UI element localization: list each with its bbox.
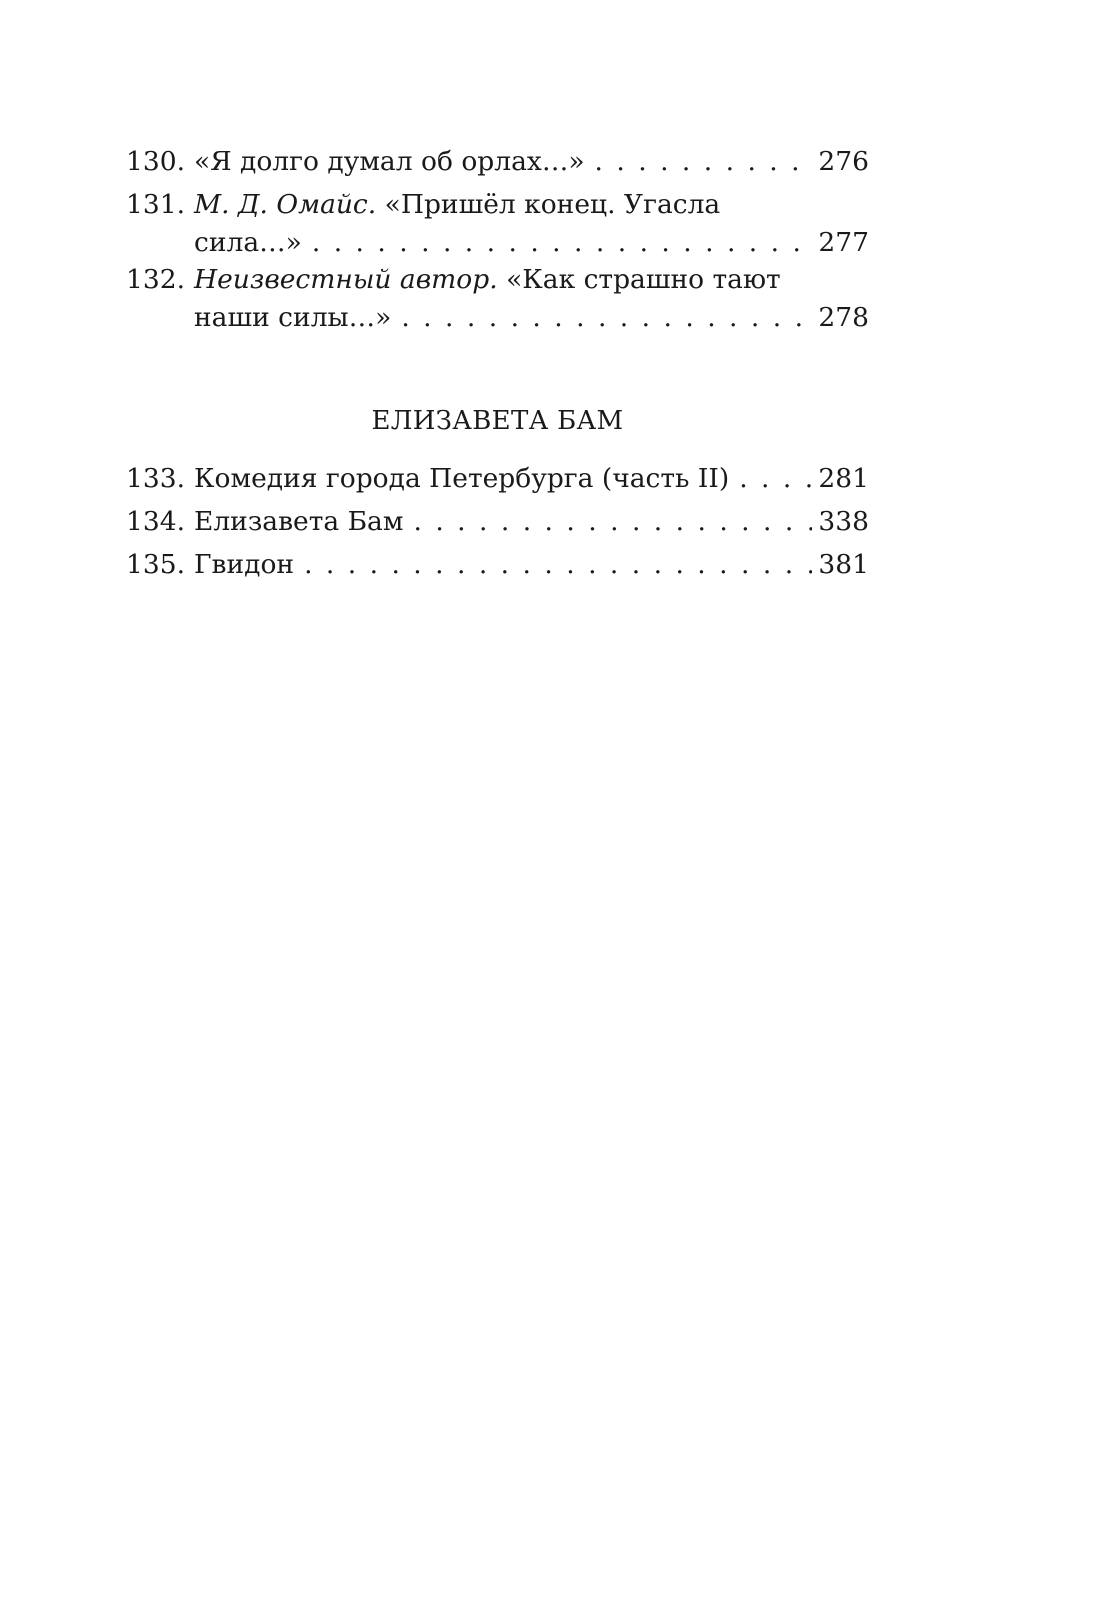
dot-leader xyxy=(312,224,813,262)
entry-title-continued: наши силы…» xyxy=(194,302,392,333)
entry-page-number: 277 xyxy=(818,227,869,258)
entry-page-number: 281 xyxy=(818,463,869,494)
toc-entry-134 xyxy=(126,503,869,541)
dot-leader xyxy=(739,460,812,498)
entry-author: Неизвестный автор. xyxy=(194,264,498,295)
entry-page-number: 381 xyxy=(818,549,869,580)
entry-page-number: 276 xyxy=(818,146,869,177)
entry-number: 134. xyxy=(126,506,186,537)
entry-title: «Как страшно тают xyxy=(506,264,781,295)
toc-entry-132 xyxy=(126,261,869,334)
toc-entry-133 xyxy=(126,460,869,498)
dot-leader xyxy=(304,546,812,584)
entry-number: 131. xyxy=(126,189,186,220)
toc-entry-135 xyxy=(126,546,869,584)
entry-title-continued: сила…» xyxy=(194,227,302,258)
section-heading: ЕЛИЗАВЕТА БАМ xyxy=(371,406,624,436)
entry-number: 133. xyxy=(126,463,186,494)
entry-number: 130. xyxy=(126,146,186,177)
dot-leader xyxy=(595,143,813,181)
toc-list-part1 xyxy=(126,143,869,334)
entry-title: «Я долго думал об орлах…» xyxy=(194,146,585,177)
toc-entry-130 xyxy=(126,143,869,181)
entry-title: Гвидон xyxy=(194,549,295,580)
entry-author: М. Д. Омайс. xyxy=(194,189,377,220)
toc-entry-131 xyxy=(126,186,869,259)
entry-page-number: 278 xyxy=(818,302,869,333)
toc-list-part2 xyxy=(126,460,869,589)
entry-page-number: 338 xyxy=(818,506,869,537)
dot-leader xyxy=(401,299,812,337)
dot-leader xyxy=(413,503,812,541)
entry-title: «Пришёл конец. Угасла xyxy=(384,189,721,220)
entry-title: Елизавета Бам xyxy=(194,506,404,537)
entry-title: Комедия города Петербурга (часть II) xyxy=(194,463,730,494)
entry-number: 132. xyxy=(126,264,186,295)
entry-number: 135. xyxy=(126,549,186,580)
